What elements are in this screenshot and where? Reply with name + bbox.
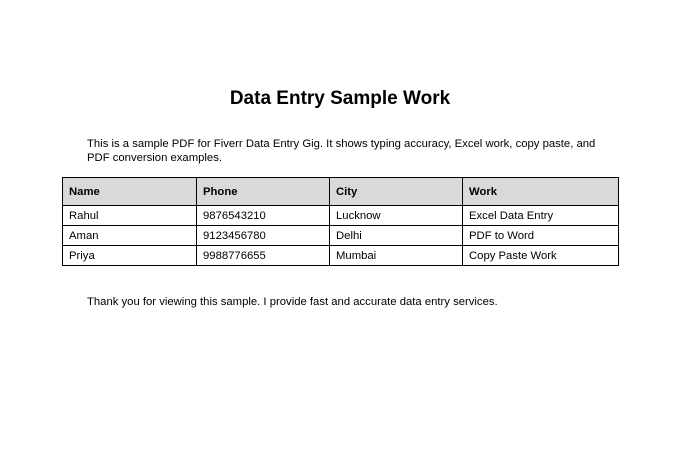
cell-name: Aman bbox=[63, 226, 197, 246]
header-city: City bbox=[330, 178, 463, 206]
intro-paragraph: This is a sample PDF for Fiverr Data Entry Gig. It shows typing accuracy, Excel work, copy paste, and PDF conversion examples. bbox=[87, 138, 596, 164]
cell-work: PDF to Word bbox=[463, 226, 619, 246]
table-row bbox=[63, 246, 619, 266]
table-row bbox=[63, 206, 619, 226]
cell-phone: 9876543210 bbox=[197, 206, 330, 226]
cell-name: Rahul bbox=[63, 206, 197, 226]
header-work: Work bbox=[463, 178, 619, 206]
cell-city: Delhi bbox=[330, 226, 463, 246]
document-title: Data Entry Sample Work bbox=[229, 88, 451, 109]
cell-phone: 9988776655 bbox=[197, 246, 330, 266]
cell-city: Mumbai bbox=[330, 246, 463, 266]
header-name: Name bbox=[63, 178, 197, 206]
header-phone: Phone bbox=[197, 178, 330, 206]
data-table bbox=[62, 177, 619, 266]
table-row bbox=[63, 226, 619, 246]
table-header-row bbox=[63, 178, 619, 206]
cell-name: Priya bbox=[63, 246, 197, 266]
footer-paragraph: Thank you for viewing this sample. I provide fast and accurate data entry services. bbox=[87, 296, 498, 308]
cell-city: Lucknow bbox=[330, 206, 463, 226]
cell-work: Excel Data Entry bbox=[463, 206, 619, 226]
cell-work: Copy Paste Work bbox=[463, 246, 619, 266]
cell-phone: 9123456780 bbox=[197, 226, 330, 246]
